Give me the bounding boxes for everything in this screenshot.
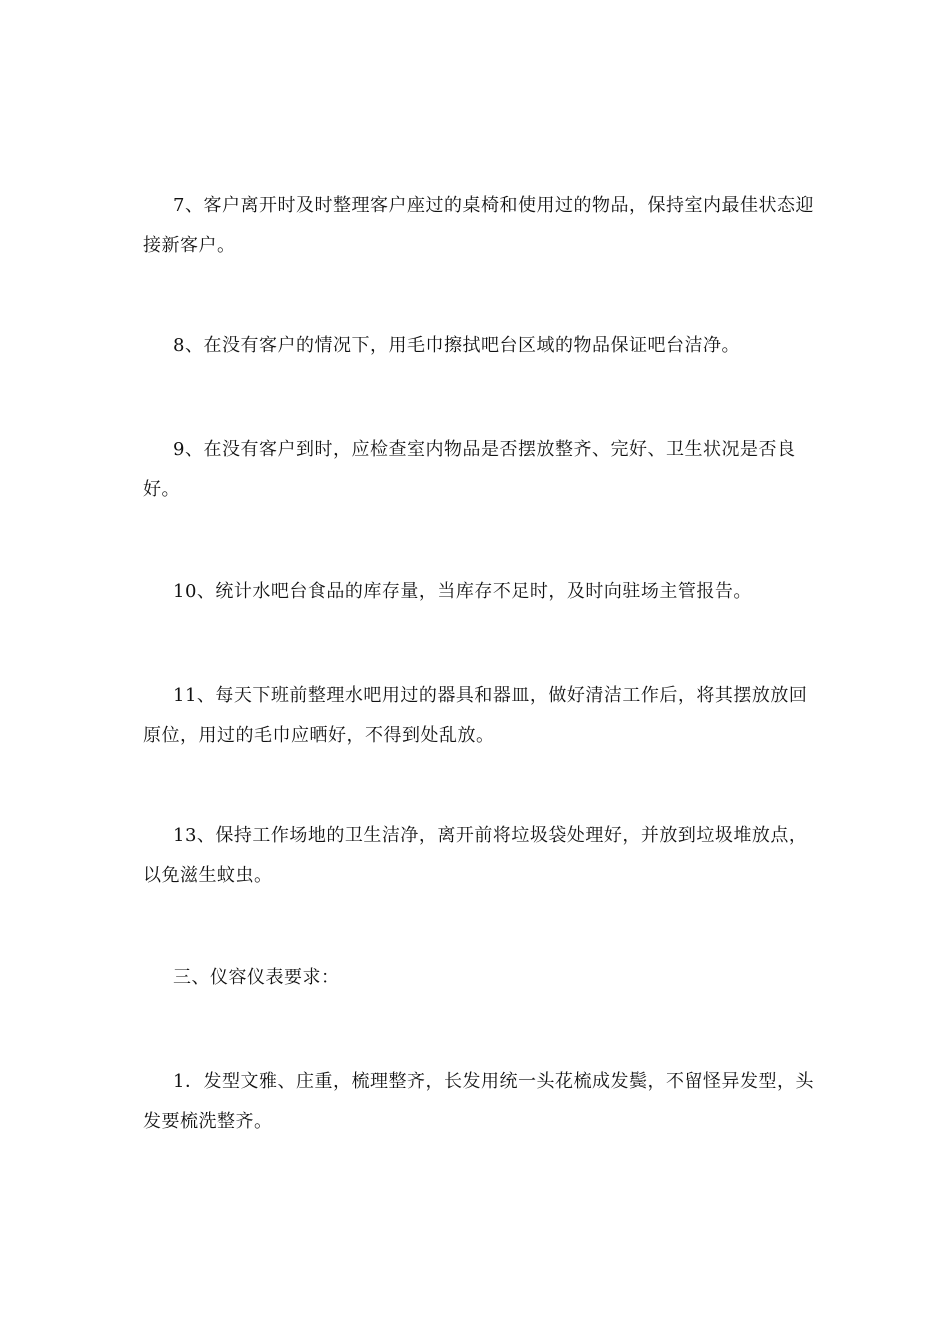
- section-heading: 三、仪容仪表要求：: [173, 967, 340, 988]
- paragraph-item-8: 8、在没有客户的情况下，用毛巾擦拭吧台区域的物品保证吧台洁净。: [173, 335, 740, 356]
- paragraph-item-10: 10、统计水吧台食品的库存量，当库存不足时，及时向驻场主管报告。: [173, 581, 752, 602]
- paragraph-item-1: 1．发型文雅、庄重，梳理整齐，长发用统一头花梳成发鬓，不留怪异发型，头发要梳洗整齐。: [143, 1071, 814, 1132]
- paragraph-item-9: 9、在没有客户到时，应检查室内物品是否摆放整齐、完好、卫生状况是否良好。: [143, 439, 796, 500]
- paragraph-item-13: 13、保持工作场地的卫生洁净，离开前将垃圾袋处理好，并放到垃圾堆放点，以免滋生蚊虫。: [143, 825, 808, 886]
- paragraph-item-7: 7、客户离开时及时整理客户座过的桌椅和使用过的物品，保持室内最佳状态迎接新客户。: [143, 195, 814, 256]
- paragraph-item-11: 11、每天下班前整理水吧用过的器具和器皿，做好清洁工作后，将其摆放放回原位，用过的毛巾应晒好，不得到处乱放。: [143, 685, 808, 746]
